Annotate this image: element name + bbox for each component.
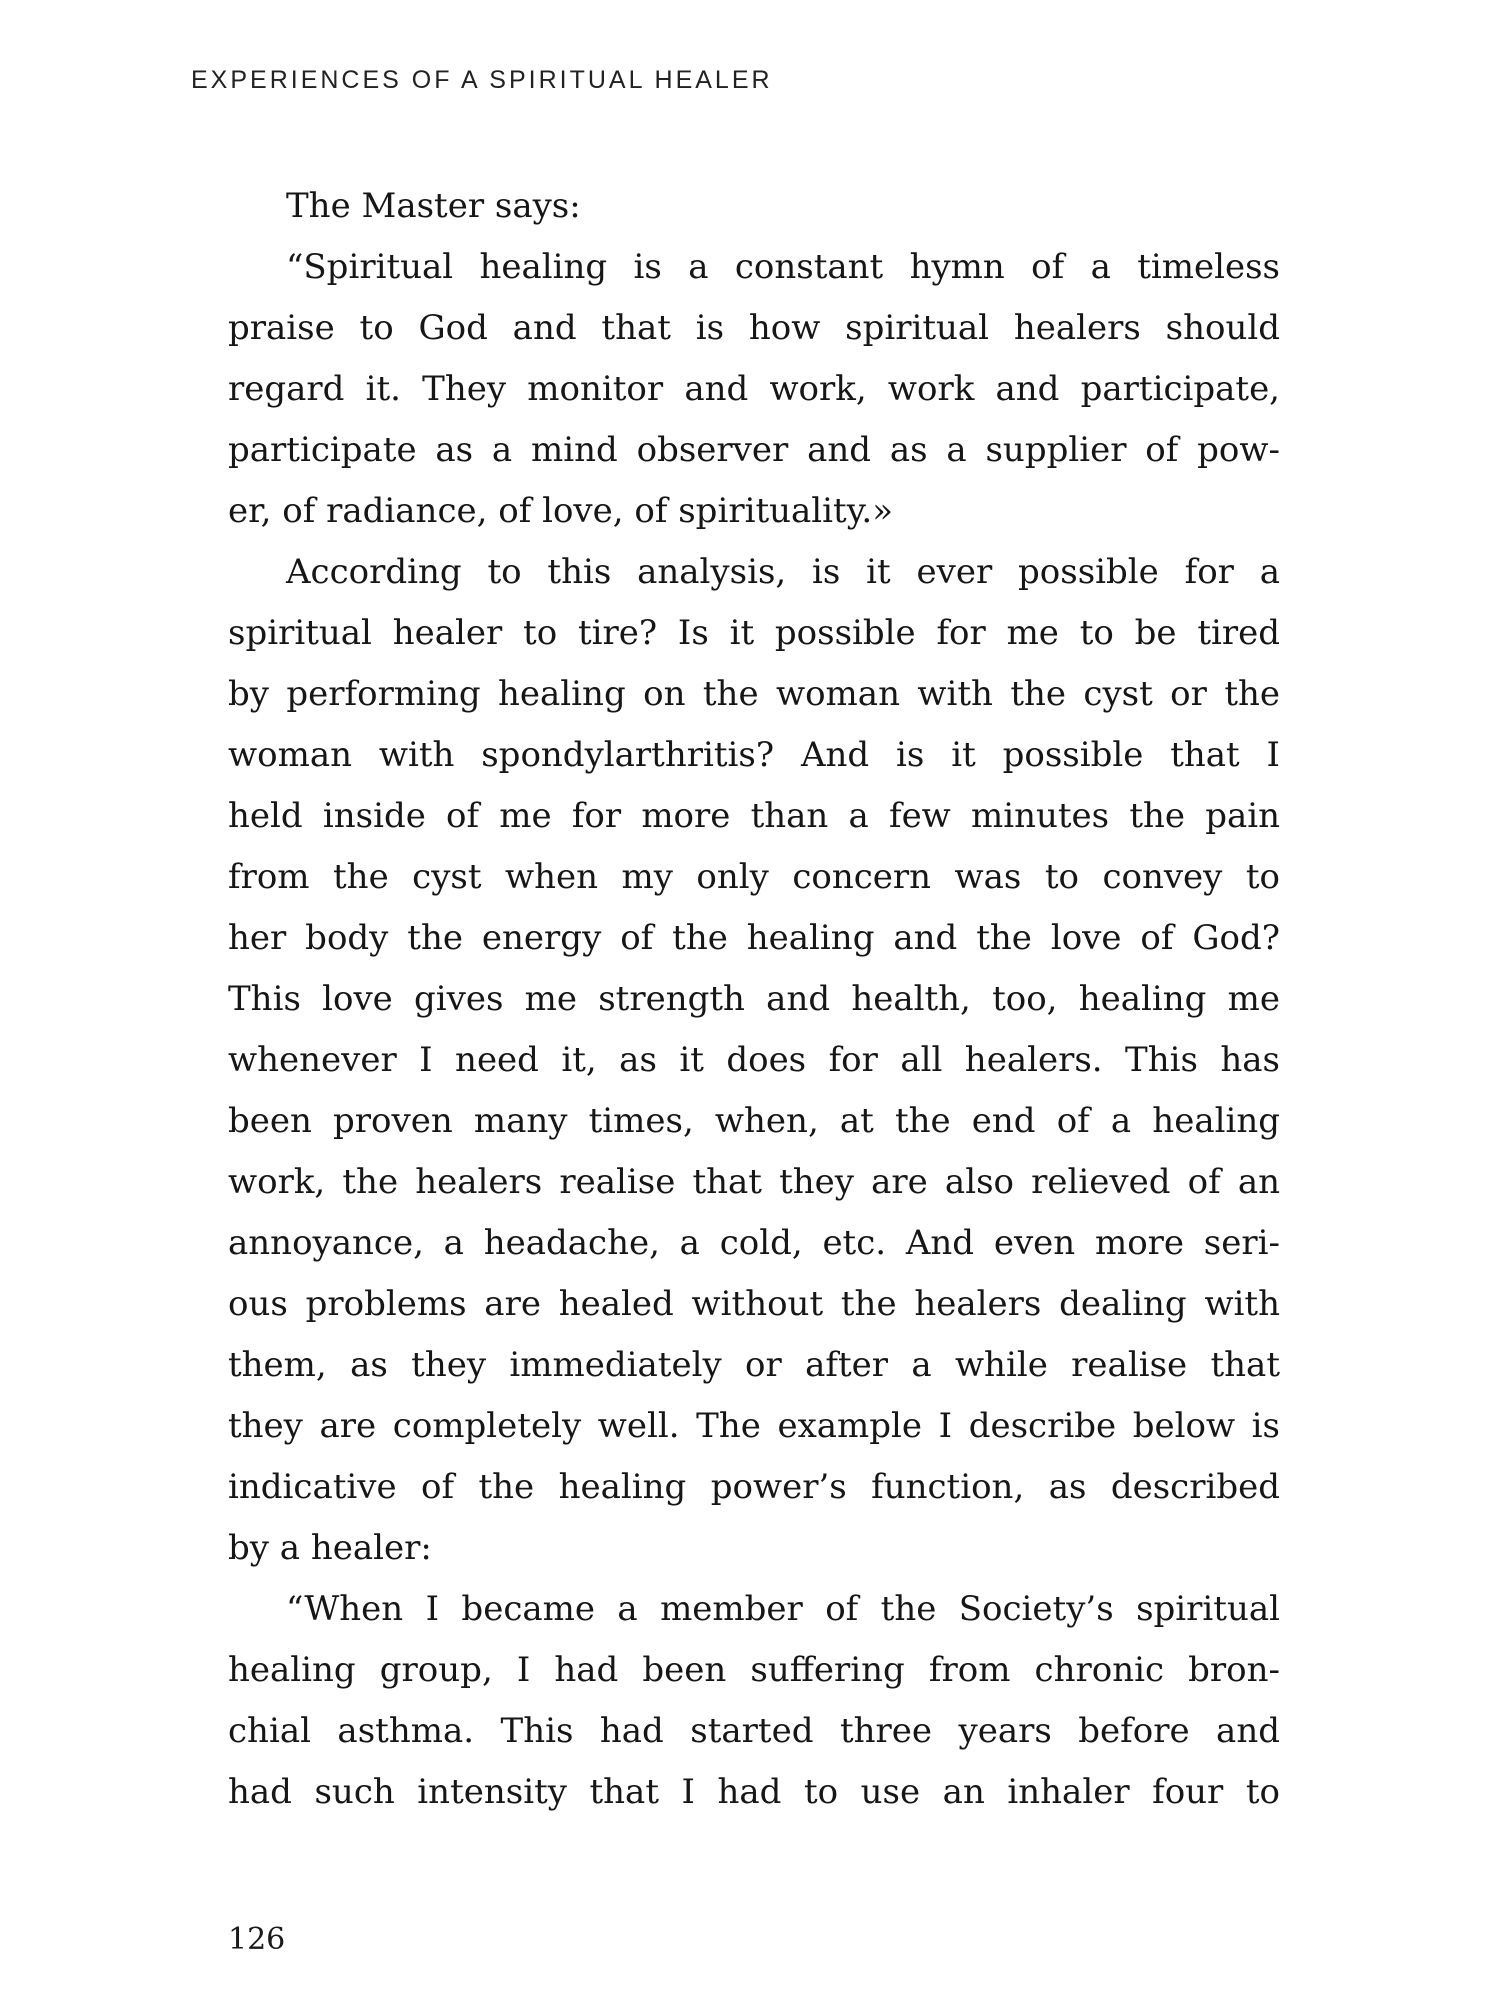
text-line: praise to God and that is how spiritual healers should xyxy=(228,308,1280,348)
text-line: regard it. They monitor and work, work and participate, xyxy=(228,369,1280,409)
page-number: 126 xyxy=(228,1922,286,1957)
text-line: had such intensity that I had to use an inhaler four to xyxy=(228,1772,1280,1812)
text-line: According to this analysis, is it ever possible for a xyxy=(286,552,1280,592)
text-line: chial asthma. This had started three years before and xyxy=(228,1711,1280,1751)
text-line: spiritual healer to tire? Is it possible for me to be tired xyxy=(228,613,1280,653)
text-line: by a healer: xyxy=(228,1528,432,1568)
text-line: annoyance, a headache, a cold, etc. And even more seri- xyxy=(228,1223,1280,1263)
body-text xyxy=(228,176,1280,1823)
text-line: held inside of me for more than a few minutes the pain xyxy=(228,796,1280,836)
text-line: work, the healers realise that they are also relieved of an xyxy=(228,1162,1280,1202)
text-line: er, of radiance, of love, of spirituality.» xyxy=(228,491,893,531)
text-line: healing group, I had been suffering from chronic bron- xyxy=(228,1650,1280,1690)
text-line: participate as a mind observer and as a supplier of pow- xyxy=(228,430,1280,470)
text-line: from the cyst when my only concern was to convey to xyxy=(228,857,1280,897)
text-line: been proven many times, when, at the end of a healing xyxy=(228,1101,1280,1141)
text-line: whenever I need it, as it does for all healers. This has xyxy=(228,1040,1280,1080)
text-line: they are completely well. The example I describe below is xyxy=(228,1406,1280,1446)
text-line: woman with spondylarthritis? And is it possible that I xyxy=(228,735,1280,775)
text-line: This love gives me strength and health, too, healing me xyxy=(228,979,1280,1019)
text-line: “Spiritual healing is a constant hymn of a timeless xyxy=(286,247,1280,287)
text-line: The Master says: xyxy=(286,186,581,226)
text-line: them, as they immediately or after a while realise that xyxy=(228,1345,1280,1385)
text-line: her body the energy of the healing and the love of God? xyxy=(228,918,1280,958)
text-line: “When I became a member of the Society’s spiritual xyxy=(286,1589,1280,1629)
text-line: indicative of the healing power’s function, as described xyxy=(228,1467,1280,1507)
running-head: EXPERIENCES OF A SPIRITUAL HEALER xyxy=(191,66,773,94)
text-line: by performing healing on the woman with the cyst or the xyxy=(228,674,1280,714)
text-line: ous problems are healed without the healers dealing with xyxy=(228,1284,1280,1324)
